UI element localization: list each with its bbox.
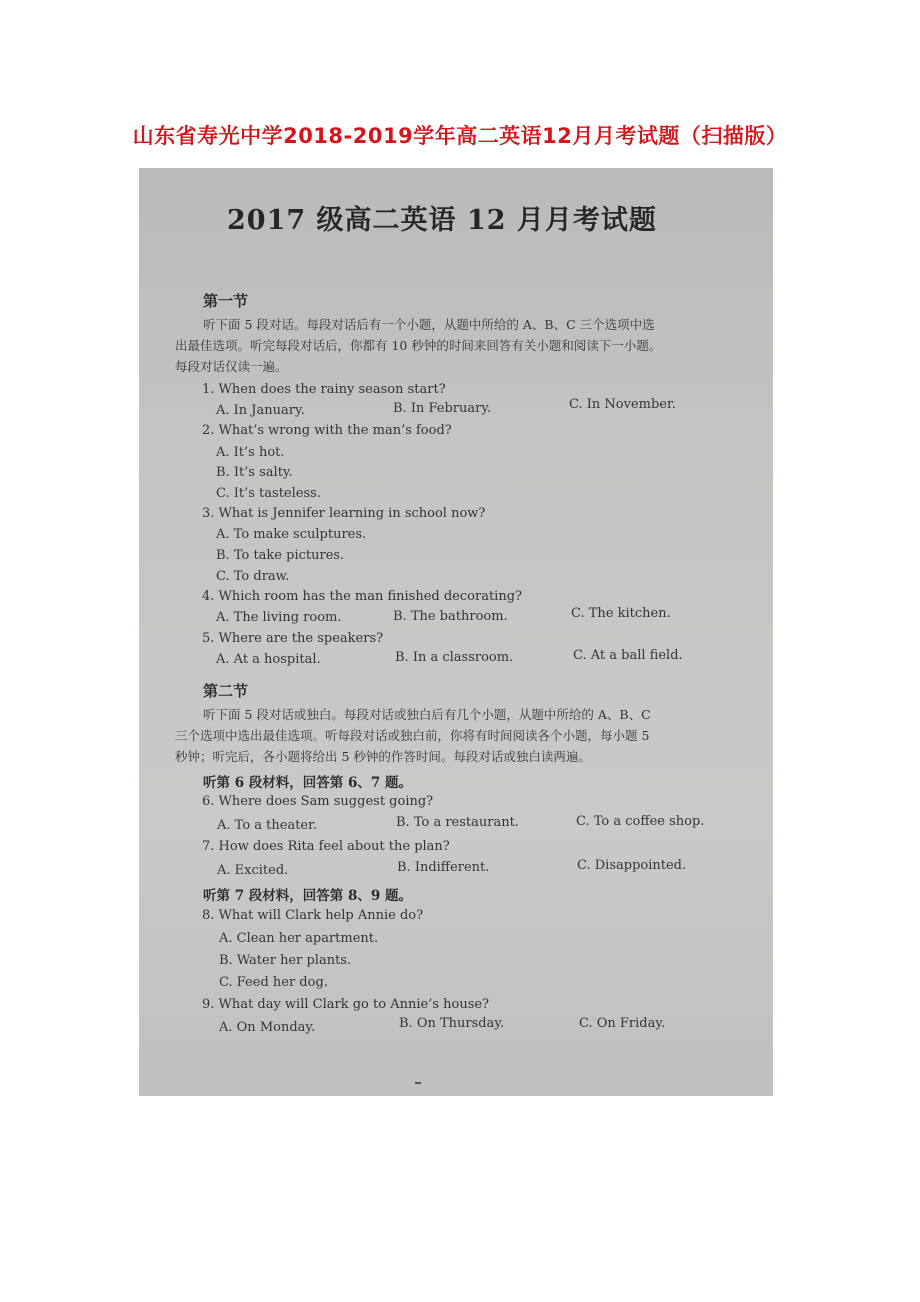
question-4: 4. Which room has the man finished decorating? xyxy=(202,589,522,604)
q1-option-b: B. In February. xyxy=(393,401,492,416)
q7-option-b: B. Indifferent. xyxy=(397,860,490,875)
document-title: 山东省寿光中学2018-2019学年高二英语12月月考试题（扫描版） xyxy=(132,124,788,148)
q5-option-a: A. At a hospital. xyxy=(216,652,321,667)
scanned-exam-page xyxy=(139,168,773,1096)
q9-option-b: B. On Thursday. xyxy=(399,1016,505,1031)
instruction-line: 出最佳选项。听完每段对话后，你都有 10 秒钟的时间来回答有关小题和阅读下一小题。 xyxy=(175,338,662,353)
section-1-instructions xyxy=(175,314,735,377)
q2-option-b: B. It’s salty. xyxy=(216,465,293,480)
scan-speck xyxy=(415,1082,421,1084)
question-3: 3. What is Jennifer learning in school now? xyxy=(202,506,486,521)
q3-option-c: C. To draw. xyxy=(216,569,290,584)
q6-option-a: A. To a theater. xyxy=(217,818,318,833)
listen-instruction-7: 听第 7 段材料，回答第 8、9 题。 xyxy=(203,888,412,904)
exam-title: 2017 级高二英语 12 月月考试题 xyxy=(227,205,657,236)
section-2-instructions xyxy=(175,704,735,767)
q3-option-a: A. To make sculptures. xyxy=(216,527,367,542)
instruction-line: 听下面 5 段对话或独白。每段对话或独白后有几个小题，从题中所给的 A、B、C xyxy=(203,707,651,722)
q4-option-a: A. The living room. xyxy=(216,610,342,625)
question-7: 7. How does Rita feel about the plan? xyxy=(202,839,450,854)
question-2: 2. What’s wrong with the man’s food? xyxy=(202,423,452,438)
question-5: 5. Where are the speakers? xyxy=(202,631,384,646)
question-1: 1. When does the rainy season start? xyxy=(202,382,446,397)
q5-option-c: C. At a ball field. xyxy=(573,648,683,663)
q8-option-b: B. Water her plants. xyxy=(219,953,352,968)
section-1-heading: 第一节 xyxy=(203,292,249,310)
q5-option-b: B. In a classroom. xyxy=(395,650,514,665)
q1-option-a: A. In January. xyxy=(216,403,305,418)
q3-option-b: B. To take pictures. xyxy=(216,548,345,563)
q8-option-c: C. Feed her dog. xyxy=(219,975,328,990)
q4-option-c: C. The kitchen. xyxy=(571,606,671,621)
instruction-line: 三个选项中选出最佳选项。听每段对话或独白前，你将有时间阅读各个小题，每小题 5 xyxy=(175,728,650,743)
instruction-line: 每段对话仅读一遍。 xyxy=(175,359,288,374)
q8-option-a: A. Clean her apartment. xyxy=(219,931,379,946)
q2-option-a: A. It’s hot. xyxy=(216,445,285,460)
instruction-line: 听下面 5 段对话。每段对话后有一个小题，从题中所给的 A、B、C 三个选项中选 xyxy=(203,317,655,332)
q1-option-c: C. In November. xyxy=(569,397,676,412)
question-9: 9. What day will Clark go to Annie’s house? xyxy=(202,997,490,1012)
q2-option-c: C. It’s tasteless. xyxy=(216,486,321,501)
q9-option-a: A. On Monday. xyxy=(219,1020,316,1035)
q7-option-c: C. Disappointed. xyxy=(577,858,687,873)
q9-option-c: C. On Friday. xyxy=(579,1016,666,1031)
q6-option-c: C. To a coffee shop. xyxy=(576,814,705,829)
section-2-heading: 第二节 xyxy=(203,682,249,700)
question-8: 8. What will Clark help Annie do? xyxy=(202,908,424,923)
q7-option-a: A. Excited. xyxy=(217,863,289,878)
instruction-line: 秒钟；听完后，各小题将给出 5 秒钟的作答时间。每段对话或独白读两遍。 xyxy=(175,749,591,764)
q4-option-b: B. The bathroom. xyxy=(393,609,508,624)
listen-instruction-6: 听第 6 段材料，回答第 6、7 题。 xyxy=(203,775,412,791)
question-6: 6. Where does Sam suggest going? xyxy=(202,794,434,809)
q6-option-b: B. To a restaurant. xyxy=(396,815,519,830)
